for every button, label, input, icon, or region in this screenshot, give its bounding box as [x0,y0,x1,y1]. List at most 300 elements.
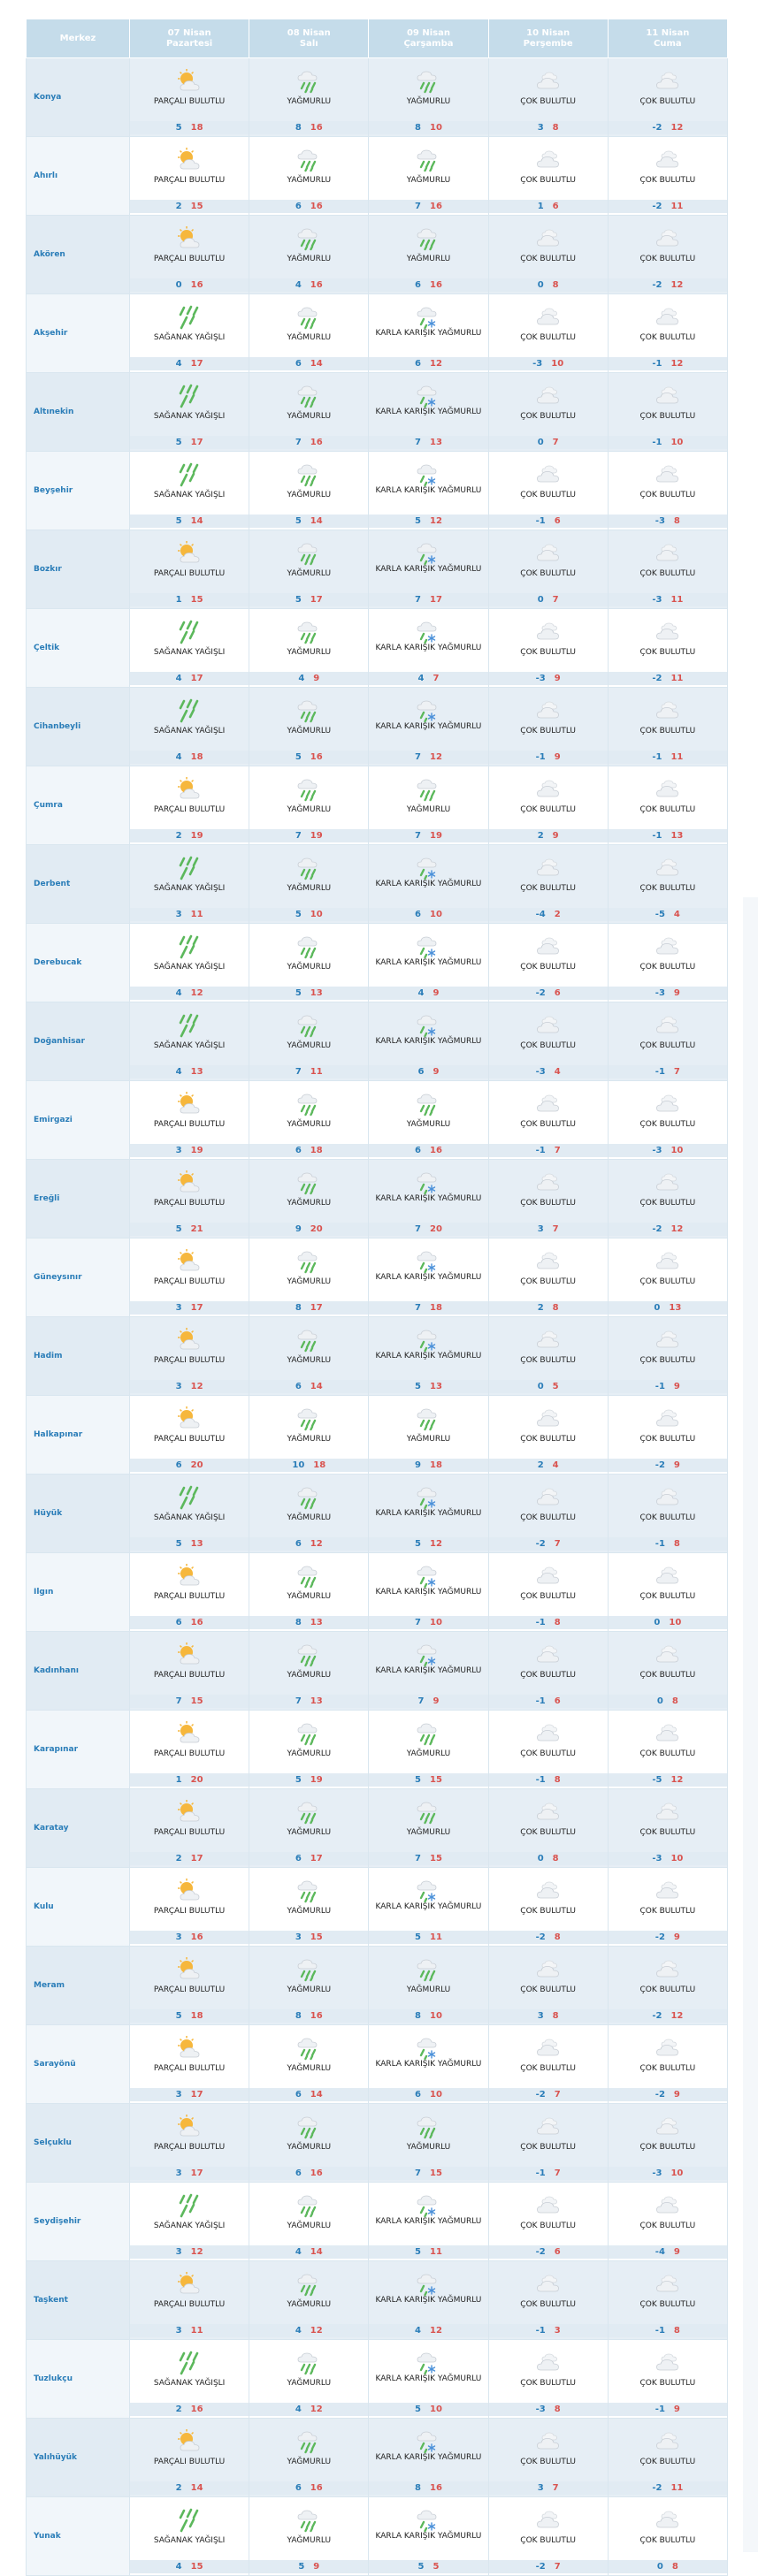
high-temp: 7 [433,674,440,683]
temperature-range [369,1065,487,1078]
low-temp: -1 [652,438,662,447]
high-temp: 17 [190,2168,203,2178]
temperature-range [130,121,249,134]
city-name[interactable]: Karapınar [27,1711,130,1789]
city-name[interactable]: Emirgazi [27,1081,130,1160]
table-row [27,1396,728,1475]
forecast-cell [130,609,249,688]
low-temp: 8 [295,2011,302,2021]
condition-label: SAĞANAK YAĞIŞLI [153,648,226,657]
low-temp: 4 [417,674,425,683]
condition-label: ÇOK BULUTLU [520,2458,576,2466]
forecast-cell-content [489,216,608,293]
forecast-cell [608,1789,727,1868]
forecast-cell [130,1553,249,1632]
condition-label: KARLA KARIŞIK YAĞMURLU [375,722,482,731]
temperature-range [249,2324,368,2337]
condition-label: ÇOK BULUTLU [639,1435,696,1444]
forecast-cell-content [249,58,368,136]
forecast-cell [249,137,369,216]
low-temp: 1 [175,595,182,605]
condition-label: ÇOK BULUTLU [639,2143,696,2152]
table-row [27,1002,728,1081]
rain-icon [295,303,323,332]
temperature-range [609,1773,727,1787]
condition-label: ÇOK BULUTLU [520,97,576,106]
low-temp: 7 [415,831,421,841]
rain-icon [414,2113,442,2141]
temperature-range [249,1852,368,1865]
temperature-range [369,514,487,528]
high-temp: 14 [310,359,323,369]
city-name[interactable]: Doğanhisar [27,1002,130,1081]
column-header-day [369,19,488,58]
forecast-cell-content [130,137,249,215]
forecast-cell-content [130,1632,249,1710]
forecast-cell-content [130,373,249,451]
high-temp: 16 [190,1932,203,1942]
cloudy-icon [654,854,682,882]
condition-label: KARLA KARIŞIK YAĞMURLU [375,1352,482,1360]
forecast-cell [488,2497,608,2576]
temperature-range [369,1223,487,1236]
low-temp: -3 [535,1067,546,1077]
temperature-range [609,2009,727,2023]
forecast-cell-content [489,688,608,766]
cloudy-icon [654,1247,682,1276]
high-temp: 10 [429,2090,442,2100]
forecast-cell [488,1081,608,1160]
low-temp: 6 [295,2168,302,2178]
forecast-cell [130,216,249,294]
temperature-range [369,2009,487,2023]
forecast-cell [369,2025,488,2104]
low-temp: 3 [175,2168,182,2178]
high-temp: 5 [552,1382,559,1391]
forecast-cell-content [249,1868,368,1946]
high-temp: 19 [429,831,442,841]
high-temp: 16 [310,2011,323,2021]
forecast-cell [369,2104,488,2183]
condition-label: YAĞMURLU [406,176,451,185]
forecast-cell [608,58,727,137]
forecast-cell-content [369,924,487,1002]
forecast-cell [369,1475,488,1553]
condition-label: ÇOK BULUTLU [639,1828,696,1837]
temperature-range [249,1065,368,1078]
city-name[interactable]: Taşkent [27,2261,130,2340]
condition-label: ÇOK BULUTLU [639,1985,696,1994]
low-temp: -3 [655,988,665,998]
city-name[interactable]: Kulu [27,1868,130,1947]
cloudy-icon [654,1483,682,1512]
high-temp: 13 [429,1382,442,1391]
forecast-cell [608,1081,727,1160]
city-name[interactable]: Bozkır [27,530,130,609]
temperature-range [609,278,727,292]
temperature-range [130,1223,249,1236]
temperature-range [130,672,249,685]
high-temp: 12 [429,359,442,369]
high-temp: 19 [190,831,203,841]
low-temp: 3 [175,1303,182,1313]
forecast-cell [488,609,608,688]
temperature-range [609,357,727,370]
low-temp: -1 [535,1146,546,1155]
forecast-cell-content [369,2419,487,2496]
city-name[interactable]: Beyşehir [27,452,130,530]
temperature-range [130,1065,249,1078]
forecast-cell-content [489,2419,608,2496]
city-name[interactable]: Hadim [27,1317,130,1396]
forecast-cell-content [609,2419,727,2496]
forecast-cell [130,845,249,924]
low-temp: 6 [175,1618,182,1627]
table-header-row [27,19,728,58]
city-name[interactable]: Meram [27,1947,130,2025]
high-temp: 7 [552,438,559,447]
low-temp: 7 [415,595,421,605]
forecast-cell [488,766,608,845]
high-temp: 6 [554,2247,561,2257]
showers-icon [175,303,203,332]
city-name[interactable]: Cihanbeyli [27,688,130,766]
condition-label: ÇOK BULUTLU [639,176,696,185]
low-temp: -1 [535,1618,546,1627]
high-temp: 13 [310,988,323,998]
forecast-cell [369,766,488,845]
low-temp: 0 [175,280,182,290]
temperature-range [249,908,368,921]
city-name[interactable]: Hüyük [27,1475,130,1553]
rain-icon [295,2427,323,2456]
high-temp: 8 [554,1932,561,1942]
low-temp: -1 [535,752,546,762]
forecast-cell [369,216,488,294]
condition-label: YAĞMURLU [406,97,451,106]
table-row [27,2419,728,2497]
high-temp: 17 [310,1854,323,1863]
forecast-cell-content [609,530,727,608]
high-temp: 17 [190,1303,203,1313]
cloudy-icon [654,2113,682,2141]
forecast-cell-content [369,2025,487,2103]
forecast-cell-content [609,1396,727,1474]
cloudy-icon [654,382,682,410]
temperature-range [489,908,608,921]
low-temp: 6 [415,2090,421,2100]
temperature-range [369,278,487,292]
condition-label: PARÇALI BULUTLU [153,1985,226,1994]
temperature-range [489,1773,608,1787]
temperature-range [249,2403,368,2416]
forecast-cell [488,1160,608,1238]
sleet-icon [414,1011,442,1040]
condition-label: ÇOK BULUTLU [639,1513,696,1522]
condition-label: YAĞMURLU [406,805,451,814]
sleet-icon [414,539,442,568]
low-temp: 6 [295,202,302,211]
condition-label: ÇOK BULUTLU [639,1671,696,1680]
condition-label: YAĞMURLU [287,491,332,499]
forecast-cell-content [609,1317,727,1395]
forecast-cell-content [369,1553,487,1631]
low-temp: 1 [175,1775,182,1785]
low-temp: -3 [652,1854,662,1863]
forecast-cell [249,845,369,924]
low-temp: 5 [295,1775,302,1785]
forecast-cell [608,924,727,1002]
temperature-range [369,2245,487,2259]
condition-label: ÇOK BULUTLU [639,1592,696,1601]
forecast-cell-content [489,924,608,1002]
temperature-range [130,1301,249,1315]
city-name[interactable]: Akşehir [27,294,130,373]
forecast-cell [369,1238,488,1317]
low-temp: 5 [295,516,302,526]
cloudy-icon [654,1562,682,1590]
condition-label: SAĞANAK YAĞIŞLI [153,1041,226,1050]
condition-label: SAĞANAK YAĞIŞLI [153,2222,226,2230]
rain-icon [295,2270,323,2298]
high-temp: 9 [554,752,561,762]
temperature-range [369,908,487,921]
low-temp: 5 [415,516,421,526]
forecast-cell-content [249,2025,368,2103]
temperature-range [130,908,249,921]
condition-label: ÇOK BULUTLU [520,2143,576,2152]
city-name[interactable]: Ilgın [27,1553,130,1632]
low-temp: 0 [656,2562,663,2572]
forecast-cell-content [249,2497,368,2575]
forecast-cell-content [489,2104,608,2182]
low-temp: 6 [175,1460,182,1470]
high-temp: 13 [190,1539,203,1549]
city-name[interactable]: Sarayönü [27,2025,130,2104]
rain-icon [295,461,323,489]
showers-icon [175,2506,203,2534]
low-temp: -2 [655,2090,665,2100]
forecast-cell-content [130,2104,249,2182]
forecast-cell-content [130,1868,249,1946]
forecast-cell-content [489,1947,608,2024]
high-temp: 12 [429,752,442,762]
high-temp: 9 [313,674,320,683]
forecast-cell-content [249,1081,368,1159]
temperature-range [609,2245,727,2259]
temperature-range [369,1459,487,1472]
forecast-cell-content [369,373,487,451]
condition-label: YAĞMURLU [406,1435,451,1444]
city-name[interactable]: Güneysınır [27,1238,130,1317]
partly-cloudy-icon [175,1562,203,1590]
forecast-cell [249,2261,369,2340]
low-temp: 0 [654,1303,661,1313]
forecast-cell-content [249,1475,368,1552]
forecast-cell-content [130,1553,249,1631]
table-row [27,609,728,688]
city-name[interactable]: Derbent [27,845,130,924]
forecast-cell-content [489,2340,608,2418]
low-temp: 3 [175,2326,182,2336]
city-name[interactable]: Çumra [27,766,130,845]
sleet-icon [414,697,442,725]
partly-cloudy-icon [175,1405,203,1433]
low-temp: 8 [295,1303,302,1313]
high-temp: 16 [190,280,203,290]
temperature-range [489,1380,608,1393]
low-temp: 2 [175,202,182,211]
high-temp: 8 [552,123,559,133]
city-name[interactable]: Derebucak [27,924,130,1002]
column-header-date: 11 Nisan [646,27,690,38]
high-temp: 9 [673,2405,680,2414]
high-temp: 15 [190,202,203,211]
high-temp: 8 [673,1539,680,1549]
condition-label: ÇOK BULUTLU [639,805,696,814]
table-row [27,2104,728,2183]
cloudy-icon [534,2506,563,2534]
forecast-cell [608,2419,727,2497]
forecast-cell [488,1868,608,1947]
low-temp: -1 [652,752,662,762]
condition-label: KARLA KARIŞIK YAĞMURLU [375,2453,482,2462]
city-name[interactable]: Konya [27,58,130,137]
condition-label: ÇOK BULUTLU [639,569,696,578]
low-temp: 4 [175,752,182,762]
partly-cloudy-icon [175,146,203,174]
city-name[interactable]: Seydişehir [27,2183,130,2261]
city-name[interactable]: Yalıhüyük [27,2419,130,2497]
showers-icon [175,2191,203,2220]
high-temp: 10 [310,910,323,919]
forecast-cell [608,216,727,294]
forecast-cell [130,294,249,373]
temperature-range [489,2324,608,2337]
high-temp: 11 [670,595,684,605]
forecast-cell [130,2340,249,2419]
temperature-range [249,200,368,213]
temperature-range [489,436,608,449]
low-temp: -1 [655,2405,665,2414]
condition-label: ÇOK BULUTLU [520,569,576,578]
forecast-cell-content [249,452,368,530]
city-name[interactable]: Altınekin [27,373,130,452]
column-header-day [130,19,249,58]
high-temp: 18 [190,2011,203,2021]
temperature-range [609,1852,727,1865]
high-temp: 12 [310,2405,323,2414]
high-temp: 16 [190,1618,203,1627]
temperature-range [489,121,608,134]
city-name[interactable]: Ereğli [27,1160,130,1238]
temperature-range [369,2403,487,2416]
forecast-cell [488,58,608,137]
condition-label: ÇOK BULUTLU [520,333,576,342]
temperature-range [609,2481,727,2495]
condition-label: ÇOK BULUTLU [639,2458,696,2466]
forecast-cell-content [609,766,727,844]
forecast-cell [488,373,608,452]
city-name[interactable]: Akören [27,216,130,294]
forecast-cell [488,2104,608,2183]
forecast-cell-content [249,530,368,608]
forecast-cell [488,1238,608,1317]
forecast-cell-content [249,1160,368,1238]
forecast-cell [130,2419,249,2497]
low-temp: -1 [535,1696,546,1706]
high-temp: 5 [433,2562,440,2572]
city-name[interactable]: Çeltik [27,609,130,688]
temperature-range [130,200,249,213]
condition-label: ÇOK BULUTLU [520,2300,576,2309]
forecast-cell [608,2497,727,2576]
condition-label: YAĞMURLU [287,2536,332,2545]
low-temp: 6 [417,1067,425,1077]
high-temp: 6 [554,1696,561,1706]
temperature-range [489,2167,608,2180]
condition-label: KARLA KARIŞIK YAĞMURLU [375,329,482,338]
condition-label: YAĞMURLU [287,1671,332,1680]
city-name[interactable]: Kadınhanı [27,1632,130,1711]
temperature-range [249,1301,368,1315]
temperature-range [609,2088,727,2101]
condition-label: SAĞANAK YAĞIŞLI [153,333,226,342]
low-temp: 6 [415,359,421,369]
city-name[interactable]: Karatay [27,1789,130,1868]
forecast-cell [130,373,249,452]
temperature-range [609,1223,727,1236]
city-name[interactable]: Halkapınar [27,1396,130,1475]
temperature-range [489,593,608,606]
temperature-range [130,751,249,764]
high-temp: 12 [429,2326,442,2336]
partly-cloudy-icon [175,2270,203,2298]
forecast-cell [488,2419,608,2497]
cloudy-icon [534,775,563,804]
cloudy-icon [534,1483,563,1512]
high-temp: 8 [552,1303,559,1313]
city-name[interactable]: Selçuklu [27,2104,130,2183]
forecast-cell [608,1553,727,1632]
forecast-cell [369,2261,488,2340]
forecast-cell [249,924,369,1002]
city-name[interactable]: Tuzlukçu [27,2340,130,2419]
city-name[interactable]: Ahırlı [27,137,130,216]
condition-label: PARÇALI BULUTLU [153,569,226,578]
condition-label: ÇOK BULUTLU [520,1985,576,1994]
cloudy-icon [654,775,682,804]
sleet-icon [414,382,442,410]
rain-icon [295,1798,323,1826]
condition-label: PARÇALI BULUTLU [153,1120,226,1129]
low-temp: 5 [295,910,302,919]
low-temp: 4 [175,674,182,683]
city-name[interactable]: Yunak [27,2497,130,2576]
high-temp: 11 [429,1932,442,1942]
temperature-range [130,2403,249,2416]
low-temp: -2 [652,280,662,290]
sleet-icon [414,618,442,646]
rain-icon [414,225,442,253]
forecast-cell [369,1711,488,1789]
high-temp: 15 [190,1696,203,1706]
low-temp: 7 [415,752,421,762]
high-temp: 8 [552,1854,559,1863]
condition-label: PARÇALI BULUTLU [153,2300,226,2309]
rain-icon [295,2113,323,2141]
table-row [27,924,728,1002]
